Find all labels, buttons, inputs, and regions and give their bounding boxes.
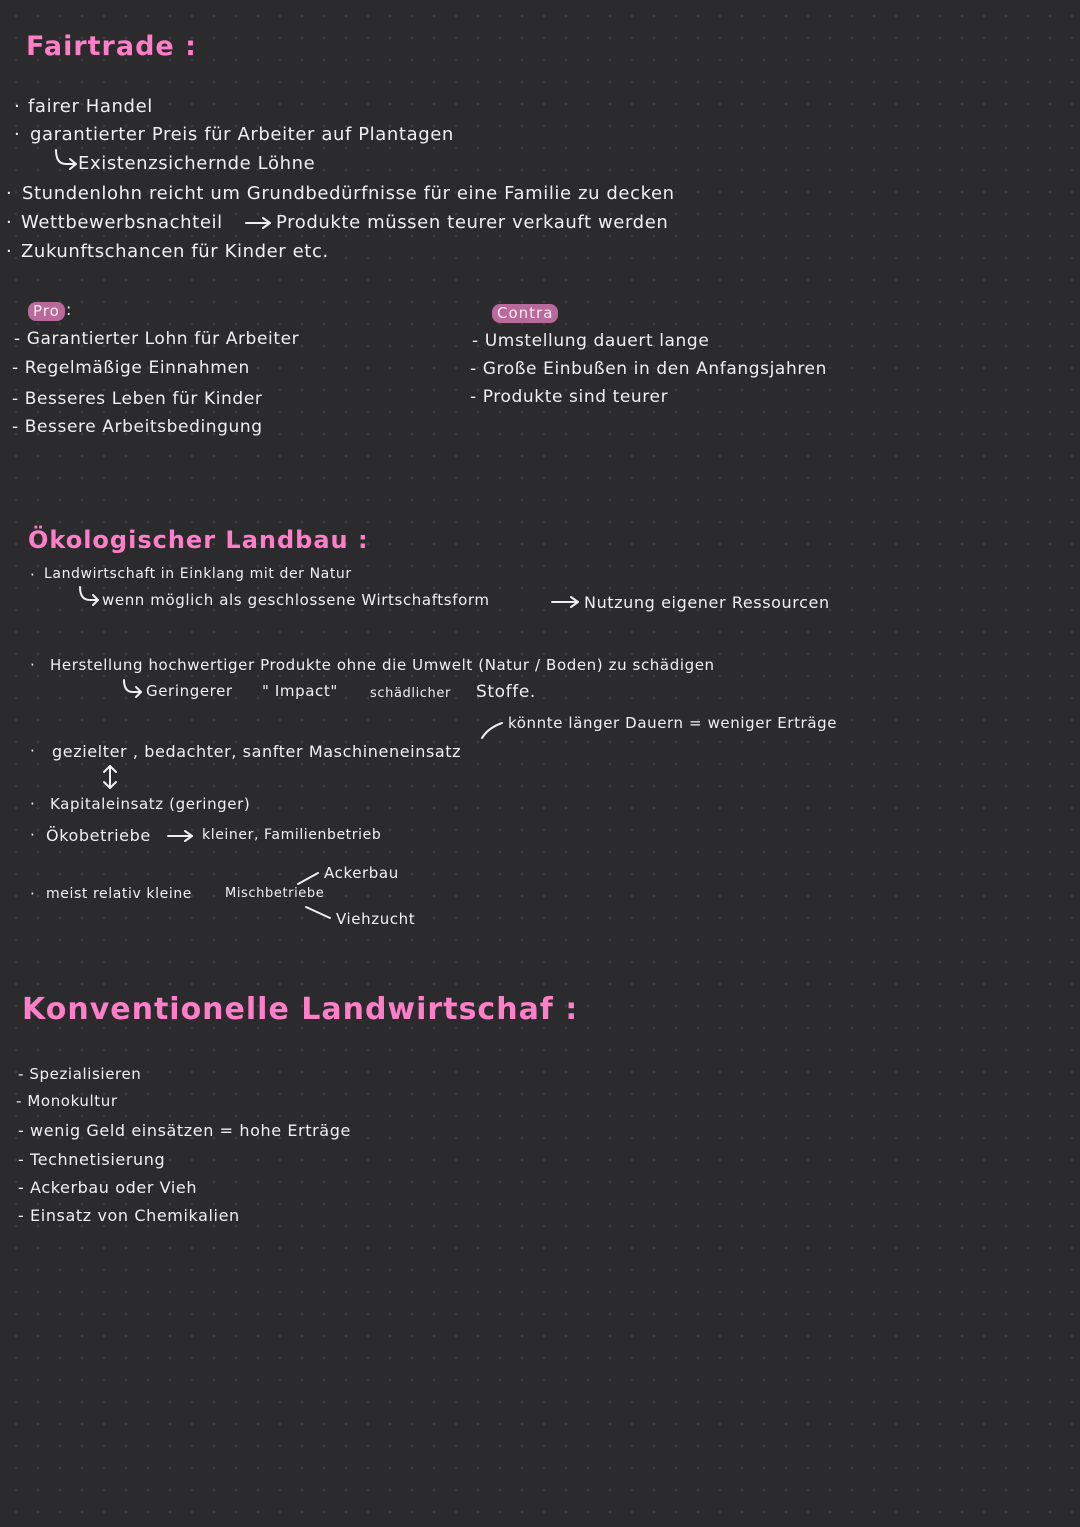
contra-label: Contra [492,304,558,323]
oeko-line-own-resources: Nutzung eigener Ressourcen [584,593,830,612]
pro-item: - Besseres Leben für Kinder [12,389,263,409]
konv-item: - Ackerbau oder Vieh [18,1178,198,1197]
oeko-branch-crops: Ackerbau [324,864,399,882]
hook-arrow-icon [124,680,141,692]
bullet-dot: · [30,566,36,584]
oeko-line-small: meist relativ kleine [46,886,193,902]
bullet-dot: · [30,885,36,903]
fairtrade-item-guaranteed-price: garantierter Preis für Arbeiter auf Plantagen [30,124,454,145]
bullet-dot: · [6,212,13,233]
note-connector-icon [482,723,502,738]
oeko-line-lower: Geringerer [146,682,233,700]
fairtrade-item-disadvantage: Wettbewerbsnachteil [21,212,223,233]
arrowhead-icon [136,687,141,697]
konv-item: - Monokultur [16,1092,118,1110]
oeko-line-impact: " Impact" [262,682,338,700]
oeko-branch-livestock: Viehzucht [336,910,416,928]
bullet-dot: · [6,241,13,262]
konv-item: - wenig Geld einsätzen = hohe Erträge [18,1121,351,1140]
oeko-note-yield: könnte länger Dauern = weniger Erträge [508,714,838,732]
pro-colon: : [66,300,72,319]
bullet-dot: · [14,124,21,145]
bullet-dot: · [30,656,36,674]
pro-item: - Regelmäßige Einnahmen [12,358,250,378]
konv-item: - Technetisierung [18,1150,166,1169]
pro-label: Pro [28,302,65,321]
arrowhead-icon [104,782,116,788]
arrowhead-icon [185,831,192,841]
oeko-line-machines: gezielter , bedachter, sanfter Maschineneinsatz [52,742,462,761]
oeko-line-harmony: Landwirtschaft in Einklang mit der Natur [44,566,352,582]
oeko-line-closed-economy: wenn möglich als geschlossene Wirtschaftsform [102,591,490,609]
arrowhead-icon [571,597,578,607]
bullet-dot: · [30,742,36,760]
arrowhead-icon [263,218,270,228]
arrowhead-icon [93,595,98,605]
hook-arrow-icon [80,587,98,600]
bullet-dot: · [6,183,13,204]
hook-arrow-icon [56,150,76,164]
fairtrade-item-future: Zukunftschancen für Kinder etc. [21,241,329,262]
arrowhead-icon [70,159,76,169]
arrowhead-icon [104,766,116,772]
contra-item: - Umstellung dauert lange [472,331,710,351]
contra-item: - Produkte sind teurer [470,387,669,407]
konv-heading: Konventionelle Landwirtschaf : [22,992,579,1027]
oeko-heading: Ökologischer Landbau : [28,526,369,554]
fairtrade-item-disadvantage-consequence: Produkte müssen teurer verkauft werden [276,212,669,233]
bullet-dot: · [30,826,36,844]
konv-item: - Einsatz von Chemikalien [18,1206,240,1225]
pro-item: - Garantierter Lohn für Arbeiter [14,329,300,349]
oeko-line-substances: Stoffe. [476,682,536,702]
pro-item: - Bessere Arbeitsbedingung [12,417,263,437]
oeko-line-family-farm: kleiner, Familienbetrieb [202,827,382,843]
contra-item: - Große Einbußen in den Anfangsjahren [470,359,827,379]
fairtrade-item-hourly-wage: Stundenlohn reicht um Grundbedürfnisse für eine Familie zu decken [22,183,675,204]
oeko-line-eco-farms: Ökobetriebe [46,826,151,845]
oeko-line-production: Herstellung hochwertiger Produkte ohne die Umwelt (Natur / Boden) zu schädigen [50,656,715,674]
bullet-dot: · [30,795,36,813]
bullet-dot: · [14,96,21,117]
oeko-line-harmful: schädlicher [370,686,451,701]
branch-line-icon [306,907,330,918]
konv-item: - Spezialisieren [18,1065,142,1083]
fairtrade-item-fair-trade: fairer Handel [28,96,153,117]
branch-line-icon [298,873,318,884]
fairtrade-heading: Fairtrade : [26,31,197,62]
oeko-line-capital: Kapitaleinsatz (geringer) [50,795,251,813]
fairtrade-item-wages: Existenzsichernde Löhne [78,153,316,174]
oeko-line-mixed-farms: Mischbetriebe [225,886,325,901]
